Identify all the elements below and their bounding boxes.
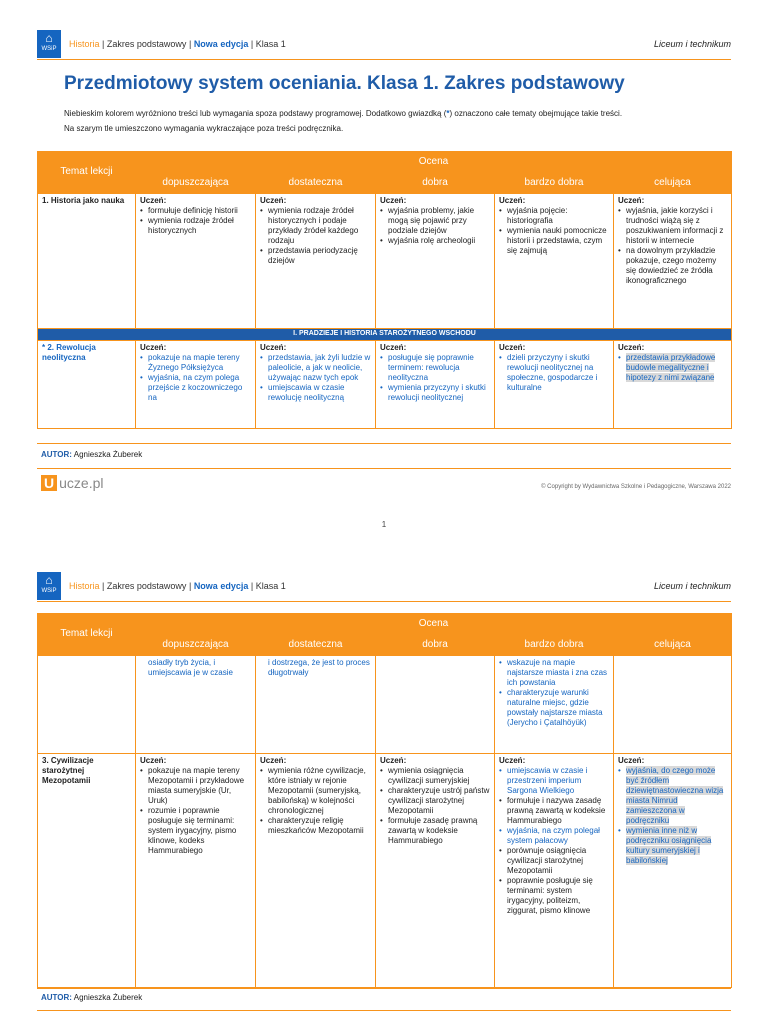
header-school-type: Liceum i technikum	[653, 39, 731, 49]
footer-rule	[37, 468, 731, 469]
wsip-logo-text: WSiP	[41, 46, 57, 52]
author-line: AUTOR: Agnieszka Żuberek	[41, 450, 143, 459]
page-2	[0, 560, 768, 1024]
requirement-item: • pokazuje na mapie tereny Żyznego Półksiężyca	[140, 353, 251, 373]
table-row	[38, 754, 732, 988]
grade-cell: osiadły tryb życia, i umiejscawia je w czasie	[136, 656, 256, 754]
page-header	[37, 30, 731, 60]
requirement-item: • wymienia rodzaje źródeł historycznych	[140, 216, 251, 236]
grade-cell	[495, 656, 614, 754]
table-row	[38, 340, 732, 428]
grade-cell: Uczeń: • wymienia różne cywilizacje, które istniały w rejonie Mezopotamii (sumeryjską, babilońską) w kolejności chronologicznej • charakteryzuje religię mieszkańców Mezopotamii	[256, 754, 376, 988]
page-header	[37, 572, 731, 602]
grade-cell: Uczeń: • dzieli przyczyny i skutki rewolucji neolitycznej na społeczne, gospodarcze i kulturalne	[495, 340, 614, 428]
requirement-item: • formułuje i nazywa zasadę prawną zawartą w kodeksie Hammurabiego	[499, 796, 609, 826]
topic-header: Temat lekcji	[38, 152, 136, 194]
grade-cell: Uczeń: • przedstawia, jak żyli ludzie w paleolicie, a jak w neolicie, używając nazw tych epok • umiejscawia w czasie rewolucję neolityczną	[256, 340, 376, 428]
footer-rule	[37, 988, 731, 989]
requirement-item: • posługuje się poprawnie terminem: rewolucja neolityczna	[380, 353, 490, 383]
requirement-item: • wymienia różne cywilizacje, które istniały w rejonie Mezopotamii (sumeryjską, babilońską) w kolejności chronologicznej	[260, 766, 371, 816]
requirement-item: • wymienia rodzaje źródeł historycznych i podaje przykłady źródeł każdego rodzaju	[260, 206, 371, 246]
requirement-item: • przedstawia przykładowe budowle megalityczne i hipotezy z nimi związane	[618, 353, 727, 383]
topic-cell: 1. Historia jako nauka	[38, 194, 136, 329]
table-row	[38, 194, 732, 329]
ucze-logo-icon: U	[41, 475, 57, 491]
requirement-item: • wyjaśnia, do czego może być źródłem dziewiętnastowieczna wizja miasta Nimrud zamieszczona w podręczniku	[618, 766, 727, 826]
requirement-item: • poprawnie posługuje się terminami: system irygacyjny, politeizm, ziggurat, pismo klinowe	[499, 876, 609, 916]
legend-note-line1: Niebieskim kolorem wyróżniono treści lub wymagania spoza podstawy programowej. Dodatkowo gwiazdką (*) oznaczono całe tematy obejmujące takie treści.	[64, 109, 623, 118]
requirement-item: • pokazuje na mapie tereny Mezopotamii i przykładowe miasta sumeryjskie (Ur, Uruk)	[140, 766, 251, 806]
requirement-item: • wskazuje na mapie najstarsze miasta i zna czas ich powstania	[499, 658, 609, 688]
requirement-item: • charakteryzuje ustrój państw cywilizacji starożytnej Mezopotamii	[380, 786, 490, 816]
wsip-logo-text: WSiP	[41, 588, 57, 594]
author-line: AUTOR: Agnieszka Żuberek	[41, 993, 143, 1002]
requirement-item: • umiejscawia w czasie rewolucję neolityczną	[260, 383, 371, 403]
grade-header-3: dobra	[376, 173, 495, 194]
grade-cell: Uczeń: • wyjaśnia problemy, jakie mogą się pojawić przy podziale dziejów • wyjaśnia rolę archeologii	[376, 194, 495, 329]
page-title: Przedmiotowy system oceniania. Klasa 1. Zakres podstawowy	[64, 73, 625, 94]
requirement-item: • porównuje osiągnięcia cywilizacji starożytnej Mezopotamii	[499, 846, 609, 876]
requirement-item: • wyjaśnia, na czym polegał system pałacowy	[499, 826, 609, 846]
requirement-item: • umiejscawia w czasie i przestrzeni imperium Sargona Wielkiego	[499, 766, 609, 796]
crumb-scope: Zakres podstawowy	[106, 39, 187, 49]
requirement-item: • wymienia nauki pomocnicze historii i przedstawia, czym się zajmują	[499, 226, 609, 256]
copyright: © Copyright by Wydawnictwa Szkolne i Pedagogiczne, Warszawa 2022	[541, 484, 731, 490]
grade-group-header: Ocena	[136, 152, 732, 173]
requirement-item: • na dowolnym przykładzie pokazuje, czego możemy się dowiedzieć ze źródła ikonograficznego	[618, 246, 727, 286]
grading-table-page2: Temat lekcji Ocena dopuszczająca dostateczna dobra bardzo dobra celująca osiadły tryb życia, i umiejscawia je w czasie i dostrzega, że jest to proces długotrwały • wskazuje na mapie najstarsze miasta i zna czas ich powstania • charakteryzuje warunki naturalne miejsc, gdzie powstały najstarsze miasta (Jerycho i Çatalhöyük) 3. Cywilizacje starożytnej Mezopotamii Uczeń: • pokazuje na mapie tereny Mezopotamii i przykładowe miasta sumeryjskie (Ur, Uruk) • rozumie i poprawnie posługuje się terminami: system irygacyjny, pismo klinowe, kodeks Hammurabiego Uczeń: • wymienia różne cywilizacje, które istniały w rejonie Mezopotamii (sumeryjską, babilońską) w kolejności chronologicznej • charakteryzuje religię mieszkańców Mezopotamii Uczeń: • wymienia osiągnięcia cywilizacji sumeryjskiej • charakteryzuje ustrój państw cywilizacji starożytnej Mezopotamii • formułuje zasadę prawną zawartą w kodeksie Hammurabiego Uczeń: • umiejscawia w czasie i przestrzeni imperium Sargona Wielkiego • formułuje i nazywa zasadę prawną zawartą w kodeksie Hammurabiego • wyjaśnia, na czym polegał system pałacowy • porównuje osiągnięcia cywilizacji starożytnej Mezopotamii • poprawnie posługuje się terminami: system irygacyjny, politeizm, ziggurat, pismo klinowe Uczeń: • wyjaśnia, do czego może być źródłem dziewiętnastowieczna wizja miasta Nimrud zamieszczona w podręczniku • wymienia inne niż w podręczniku osiągnięcia kultury sumeryjskiej i babilońskiej	[37, 613, 732, 988]
requirement-item: • wymienia osiągnięcia cywilizacji sumeryjskiej	[380, 766, 490, 786]
grade-cell: i dostrzega, że jest to proces długotrwały	[256, 656, 376, 754]
crumb-subject: Historia	[69, 39, 100, 49]
wsip-logo	[37, 572, 61, 600]
ucze-logo: U ucze.pl	[41, 475, 103, 491]
requirement-item: • charakteryzuje warunki naturalne miejsc, gdzie powstały najstarsze miasta (Jerycho i Çatalhöyük)	[499, 688, 609, 728]
wsip-logo	[37, 30, 61, 58]
grade-cell: Uczeń: • pokazuje na mapie tereny Żyznego Półksiężyca • wyjaśnia, na czym polega przejście z koczowniczego na	[136, 340, 256, 428]
grade-cell: Uczeń: • wymienia rodzaje źródeł historycznych i podaje przykłady źródeł każdego rodzaju • przedstawia periodyzację dziejów	[256, 194, 376, 329]
topic-cell: * 2. Rewolucja neolityczna	[38, 340, 136, 428]
grade-cell: Uczeń: • wyjaśnia, jakie korzyści i trudności wiążą się z poszukiwaniem informacji z historii w internecie • na dowolnym przykładzie pokazuje, czego możemy się dowiedzieć ze źródła ikonograficznego	[614, 194, 732, 329]
grade-cell: Uczeń: • wyjaśnia, do czego może być źródłem dziewiętnastowieczna wizja miasta Nimrud zamieszczona w podręczniku • wymienia inne niż w podręczniku osiągnięcia kultury sumeryjskiej i babilońskiej	[614, 754, 732, 988]
requirement-item: • wyjaśnia pojęcie: historiografia	[499, 206, 609, 226]
grade-cell: Uczeń: • pokazuje na mapie tereny Mezopotamii i przykładowe miasta sumeryjskie (Ur, Uruk) • rozumie i poprawnie posługuje się terminami: system irygacyjny, pismo klinowe, kodeks Hammurabiego	[136, 754, 256, 988]
requirement-item: • formułuje definicję historii	[140, 206, 251, 216]
page-number: 1	[381, 520, 387, 529]
footer-rule	[37, 443, 731, 444]
author-name: Agnieszka Żuberek	[73, 450, 143, 459]
wsip-logo-icon: ⌂	[45, 31, 53, 45]
requirement-item: • charakteryzuje religię mieszkańców Mezopotamii	[260, 816, 371, 836]
breadcrumb: Historia | Zakres podstawowy | Nowa edycja | Klasa 1	[69, 39, 286, 49]
grade-header-1: dopuszczająca	[136, 173, 256, 194]
requirement-item: • przedstawia periodyzację dziejów	[260, 246, 371, 266]
grade-cell: Uczeń: • umiejscawia w czasie i przestrzeni imperium Sargona Wielkiego • formułuje i nazywa zasadę prawną zawartą w kodeksie Hammurabiego • wyjaśnia, na czym polegał system pałacowy • porównuje osiągnięcia cywilizacji starożytnej Mezopotamii • poprawnie posługuje się terminami: system irygacyjny, politeizm, ziggurat, pismo klinowe	[495, 754, 614, 988]
asterisk-marker: *	[42, 342, 46, 352]
grade-header-5: celująca	[614, 173, 732, 194]
footer-rule	[37, 1010, 731, 1011]
requirement-item: • wymienia inne niż w podręczniku osiągnięcia kultury sumeryjskiej i babilońskiej	[618, 826, 727, 866]
grade-group-header: Ocena	[136, 614, 732, 635]
crumb-edition: Nowa edycja	[193, 39, 249, 49]
grading-table-page1	[37, 151, 732, 429]
requirement-item: • wyjaśnia, na czym polega przejście z koczowniczego na	[140, 373, 251, 403]
legend-note-line2: Na szarym tle umieszczono wymagania wykraczające poza treści podręcznika.	[64, 124, 344, 133]
header-school-type: Liceum i technikum	[653, 581, 731, 591]
grade-header-2: dostateczna	[256, 173, 376, 194]
crumb-class: Klasa 1	[255, 39, 286, 49]
requirement-item: • rozumie i poprawnie posługuje się terminami: system irygacyjny, pismo klinowe, kodeks Hammurabiego	[140, 806, 251, 856]
topic-header: Temat lekcji	[38, 614, 136, 656]
grade-cell: Uczeń: • wyjaśnia pojęcie: historiografia • wymienia nauki pomocnicze historii i przedstawia, czym się zajmują	[495, 194, 614, 329]
requirement-item: • formułuje zasadę prawną zawartą w kodeksie Hammurabiego	[380, 816, 490, 846]
grade-cell: Uczeń: • przedstawia przykładowe budowle megalityczne i hipotezy z nimi związane	[614, 340, 732, 428]
requirement-item: • przedstawia, jak żyli ludzie w paleolicie, a jak w neolicie, używając nazw tych epok	[260, 353, 371, 383]
grade-cell: Uczeń: • wymienia osiągnięcia cywilizacji sumeryjskiej • charakteryzuje ustrój państw cywilizacji starożytnej Mezopotamii • formułuje zasadę prawną zawartą w kodeksie Hammurabiego	[376, 754, 495, 988]
section-row	[38, 329, 732, 341]
grade-header-4: bardzo dobra	[495, 173, 614, 194]
breadcrumb: Historia | Zakres podstawowy | Nowa edycja | Klasa 1	[69, 581, 286, 591]
requirement-item: • wyjaśnia, jakie korzyści i trudności wiążą się z poszukiwaniem informacji z historii w internecie	[618, 206, 727, 246]
table-row-continuation	[38, 656, 732, 754]
topic-cell: 3. Cywilizacje starożytnej Mezopotamii	[38, 754, 136, 988]
author-name: Agnieszka Żuberek	[73, 993, 143, 1002]
requirement-item: • wyjaśnia rolę archeologii	[380, 236, 490, 246]
section-title: I. PRADZIEJE I HISTORIA STAROŻYTNEGO WSCHODU	[38, 329, 732, 341]
grade-cell: Uczeń: • posługuje się poprawnie terminem: rewolucja neolityczna • wymienia przyczyny i skutki rewolucji neolitycznej	[376, 340, 495, 428]
requirement-item: • dzieli przyczyny i skutki rewolucji neolitycznej na społeczne, gospodarcze i kulturalne	[499, 353, 609, 393]
grade-cell: Uczeń: • formułuje definicję historii • wymienia rodzaje źródeł historycznych	[136, 194, 256, 329]
requirement-item: • wyjaśnia problemy, jakie mogą się pojawić przy podziale dziejów	[380, 206, 490, 236]
requirement-item: • wymienia przyczyny i skutki rewolucji neolitycznej	[380, 383, 490, 403]
wsip-logo-icon: ⌂	[45, 573, 53, 587]
